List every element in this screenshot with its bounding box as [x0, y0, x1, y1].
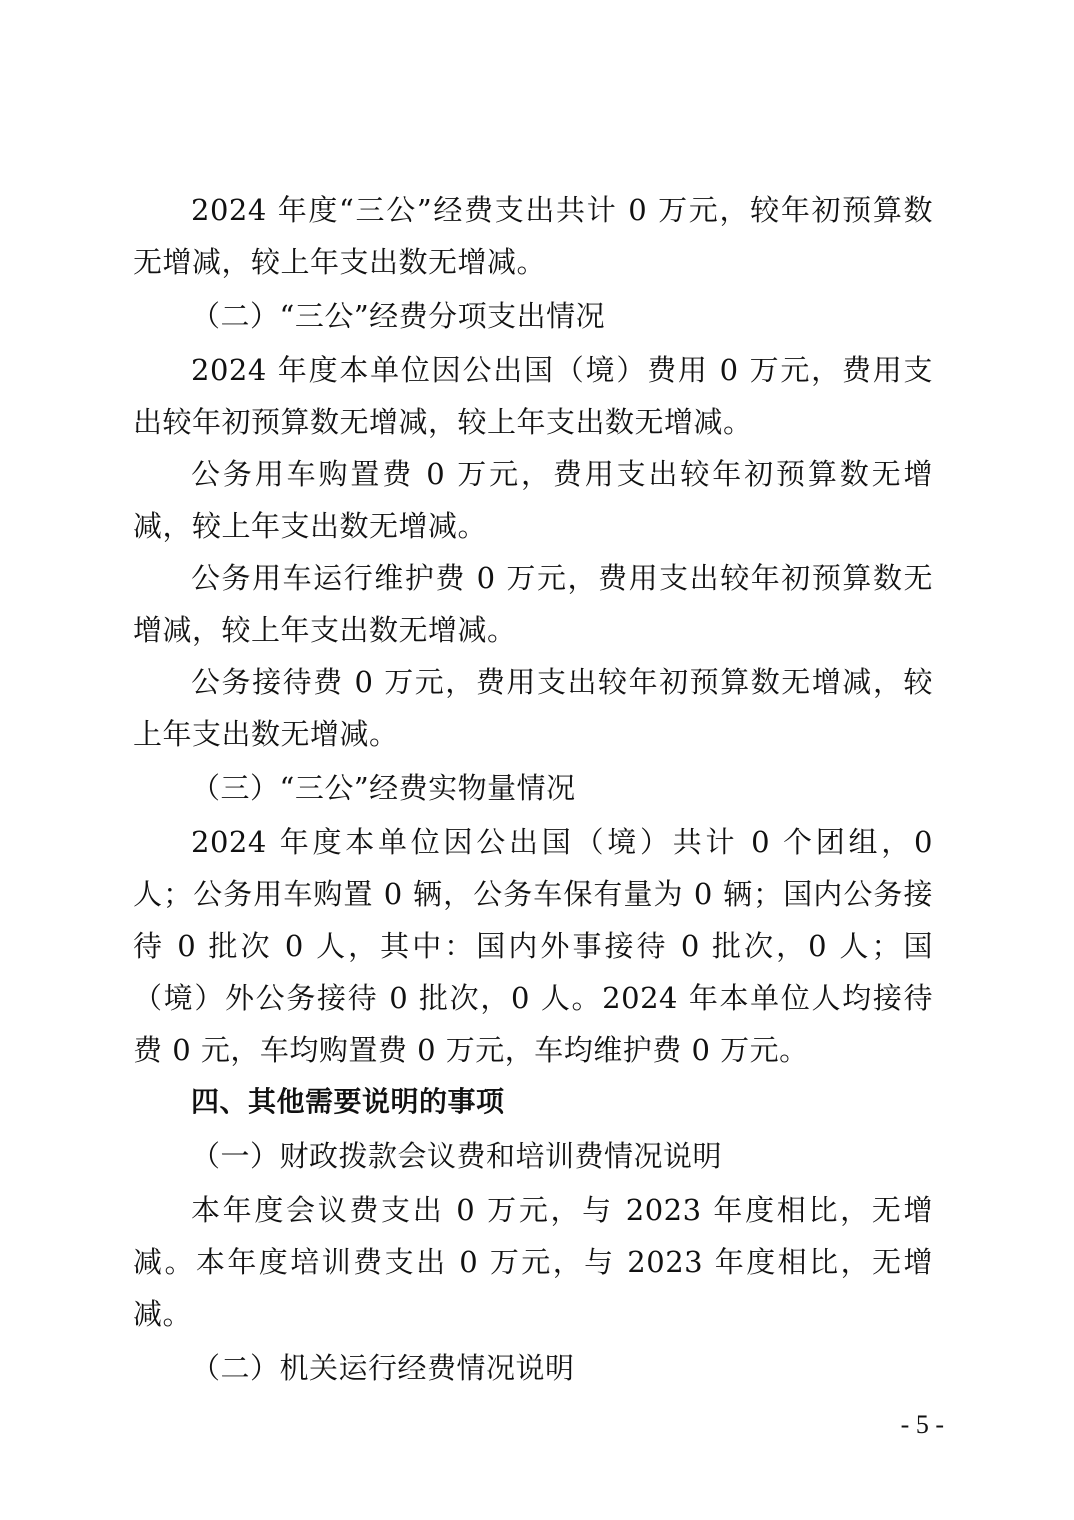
subheading-physical-quantity: （三）“三公”经费实物量情况	[191, 771, 576, 805]
page-number: - 5 -	[900, 1410, 944, 1439]
subheading-operating-expenses: （二）机关运行经费情况说明	[191, 1351, 575, 1385]
section-heading-other-matters: 四、其他需要说明的事项	[191, 1085, 505, 1118]
document-body	[133, 184, 933, 1396]
subheading-itemized-spending: （二）“三公”经费分项支出情况	[191, 299, 606, 333]
paragraph-overseas-travel: 2024 年度本单位因公出国（境）费用 0 万元，费用支出较年初预算数无增减，较上年支出数无增减。	[133, 353, 933, 439]
paragraph-physical-quantity: 2024 年度本单位因公出国（境）共计 0 个团组，0 人；公务用车购置 0 辆，公务车保有量为 0 辆；国内公务接待 0 批次 0 人，其中：国内外事接待 0 批次，0 人；国（境）外公务接待 0 批次，0 人。2024 年本单位人均接待费 0 元，车均购置费 0 万元，车均维护费 0 万元。	[133, 825, 933, 1067]
paragraph-vehicle-purchase: 公务用车购置费 0 万元，费用支出较年初预算数无增减，较上年支出数无增减。	[133, 457, 933, 543]
paragraph-meeting-training: 本年度会议费支出 0 万元，与 2023 年度相比，无增减。本年度培训费支出 0 万元，与 2023 年度相比，无增减。	[133, 1193, 933, 1331]
paragraph-reception: 公务接待费 0 万元，费用支出较年初预算数无增减，较上年支出数无增减。	[133, 665, 933, 751]
paragraph-sangong-total: 2024 年度“三公”经费支出共计 0 万元，较年初预算数无增减，较上年支出数无增减。	[133, 193, 933, 279]
subheading-meeting-training: （一）财政拨款会议费和培训费情况说明	[191, 1139, 723, 1173]
paragraph-vehicle-operation: 公务用车运行维护费 0 万元，费用支出较年初预算数无增减，较上年支出数无增减。	[133, 561, 933, 647]
